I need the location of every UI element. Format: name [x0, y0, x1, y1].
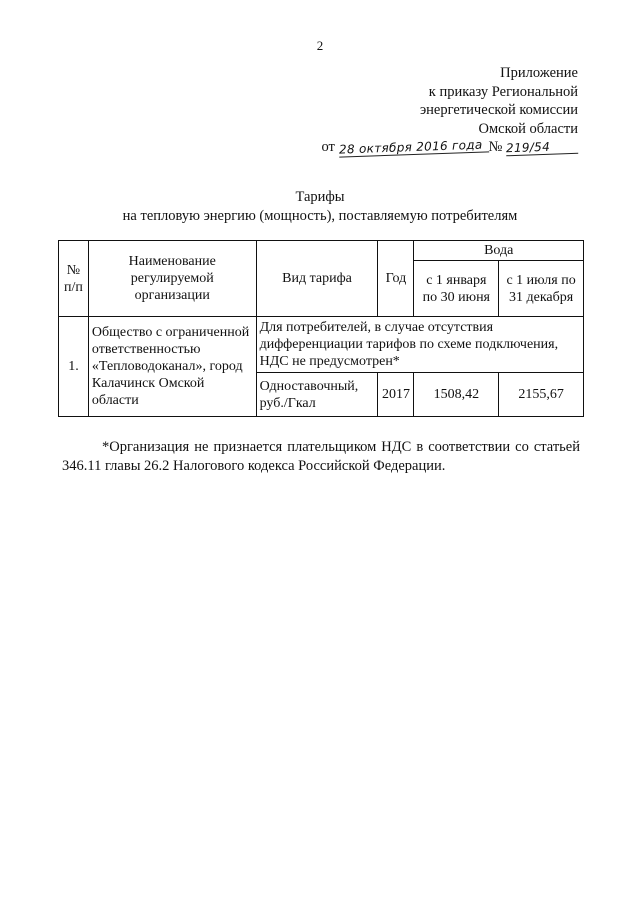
document-title — [0, 188, 640, 226]
header-number: № п/п — [59, 241, 89, 317]
title-line-2: на тепловую энергию (мощность), поставляемую потребителям — [122, 208, 518, 224]
header-water-group: Вода — [414, 241, 584, 261]
header-period-1: с 1 января по 30 июня — [414, 261, 499, 317]
appendix-block — [322, 64, 579, 157]
header-organization: Наименование регулируемой организации — [88, 241, 256, 317]
header-year: Год — [378, 241, 414, 317]
tariff-table — [58, 240, 584, 417]
tariff-type: Одноставочный, руб./Гкал — [256, 373, 378, 417]
consumer-category: Для потребителей, в случае отсутствия дифференциации тарифов по схеме подключения, НДС не предусмотрен* — [256, 317, 583, 373]
page-number: 2 — [316, 38, 324, 53]
handwritten-order-number: 219/54 — [506, 139, 578, 157]
appendix-line-1: Приложение — [500, 65, 578, 81]
tariff-year: 2017 — [378, 373, 414, 417]
tariff-value-period-1: 1508,42 — [414, 373, 499, 417]
organization-name: Общество с ограниченной ответственностью «Тепловодоканал», город Калачинск Омской области — [88, 317, 256, 417]
header-tariff-type: Вид тарифа — [256, 241, 378, 317]
tariff-value-period-2: 2155,67 — [499, 373, 584, 417]
appendix-line-3: энергетической комиссии — [419, 102, 578, 118]
appendix-line-2: к приказу Региональной — [428, 83, 578, 100]
order-date-number-line — [322, 138, 579, 157]
title-line-1: Тарифы — [295, 189, 345, 205]
header-period-2: с 1 июля по 31 декабря — [499, 261, 584, 317]
row-number: 1. — [59, 317, 89, 417]
appendix-line-4: Омской области — [478, 120, 578, 137]
handwritten-date: 28 октября 2016 года — [338, 137, 488, 157]
number-sign: № — [488, 139, 503, 155]
from-prefix: от — [321, 139, 335, 155]
vat-footnote: *Организация не признается плательщиком НДС в соответствии со статьей 346.11 главы 26.2 Налогового кодекса Российской Федерации. — [62, 439, 580, 474]
